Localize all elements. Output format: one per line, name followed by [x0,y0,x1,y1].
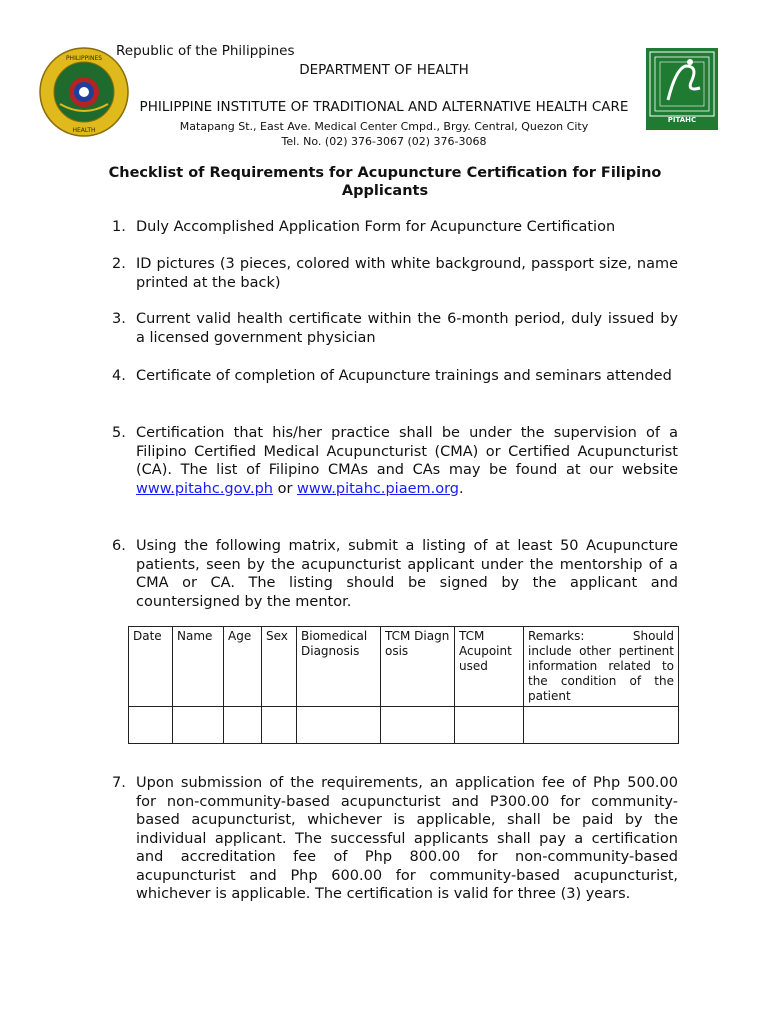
piaem-website-link[interactable]: www.pitahc.piaem.org [297,480,460,497]
page-title: Checklist of Requirements for Acupuncture Certification for Filipino Applicants [108,165,662,199]
item-text: Certificate of completion of Acupuncture trainings and seminars attended [136,368,672,384]
item-text [136,424,678,498]
item-text-part: Certification that his/her practice shall be under the supervision of a Filipino Certified Medical Acupuncturist (CMA) or Certified Acupuncturist (CA). The list of Filipino CMAs and CAs may be found at our website [136,425,678,478]
item-number: 6. [112,538,126,554]
pitahc-logo [646,48,718,130]
item-number: 7. [112,775,126,791]
table-cell[interactable] [224,707,262,744]
item-number: 2. [112,256,126,272]
table-cell[interactable] [524,707,679,744]
department-line: DEPARTMENT OF HEALTH [299,62,469,78]
item-text: Upon submission of the requirements, an application fee of Php 500.00 for non-community-based acupuncturist and P300.00 for community-based acupuncturist, whichever is applicable, shall be paid by the individual applicant. The successful applicants shall pay a certification and accreditation fee of Php 800.00 for non-community-based acupuncturist and Php 600.00 for community-based acupuncturist, whichever is applicable. The certification is valid for three (3) years. [136,775,678,902]
list-item [112,218,678,237]
list-item [112,537,678,611]
table-row [129,707,679,744]
column-header-date: Date [129,627,173,707]
patient-matrix-table [128,626,679,744]
column-header-name: Name [173,627,224,707]
list-item [112,424,678,498]
pitahc-logo-label: PITAHC [667,116,697,124]
item-text: Current valid health certificate within the 6-month period, duly issued by a licensed government physician [136,311,678,346]
list-item [112,774,678,904]
republic-line: Republic of the Philippines [116,43,295,59]
item-text: Using the following matrix, submit a listing of at least 50 Acupuncture patients, seen by the acupuncturist applicant under the mentorship of a CMA or CA. The listing should be signed by the applicant and countersigned by the mentor. [136,538,678,610]
table-cell[interactable] [297,707,381,744]
table-cell[interactable] [262,707,297,744]
column-header-age: Age [224,627,262,707]
pitahc-website-link[interactable]: www.pitahc.gov.ph [136,480,273,497]
svg-text:HEALTH: HEALTH [72,127,96,134]
address-line: Matapang St., East Ave. Medical Center Cmpd., Brgy. Central, Quezon City [179,120,589,133]
list-item [112,310,678,347]
list-item [112,255,678,292]
column-header-remarks: Remarks: Should include other pertinent information related to the condition of the patient [524,627,679,707]
column-header-biomedical-diagnosis: Biomedical Diagnosis [297,627,381,707]
phone-line: Tel. No. (02) 376-3067 (02) 376-3068 [281,135,487,148]
table-cell[interactable] [455,707,524,744]
item-text: ID pictures (3 pieces, colored with white background, passport size, name printed at the back) [136,256,678,291]
svg-text:PHILIPPINES: PHILIPPINES [65,55,103,62]
doh-seal-logo [38,46,130,138]
table-cell[interactable] [173,707,224,744]
table-cell[interactable] [381,707,455,744]
table-header-row [129,627,679,707]
item-number: 3. [112,311,126,327]
item-number: 1. [112,219,126,235]
item-text: Duly Accomplished Application Form for Acupuncture Certification [136,219,616,235]
table-cell[interactable] [129,707,173,744]
column-header-sex: Sex [262,627,297,707]
institute-line: PHILIPPINE INSTITUTE OF TRADITIONAL AND ALTERNATIVE HEALTH CARE [139,99,629,115]
column-header-tcm-acupoint: TCM Acupoint used [455,627,524,707]
item-number: 5. [112,425,126,441]
item-text-part: or [272,480,298,497]
list-item [112,367,678,386]
item-number: 4. [112,368,126,384]
item-text-part: . [459,480,464,497]
column-header-tcm-diagnosis: TCM Diagnosis [381,627,455,707]
